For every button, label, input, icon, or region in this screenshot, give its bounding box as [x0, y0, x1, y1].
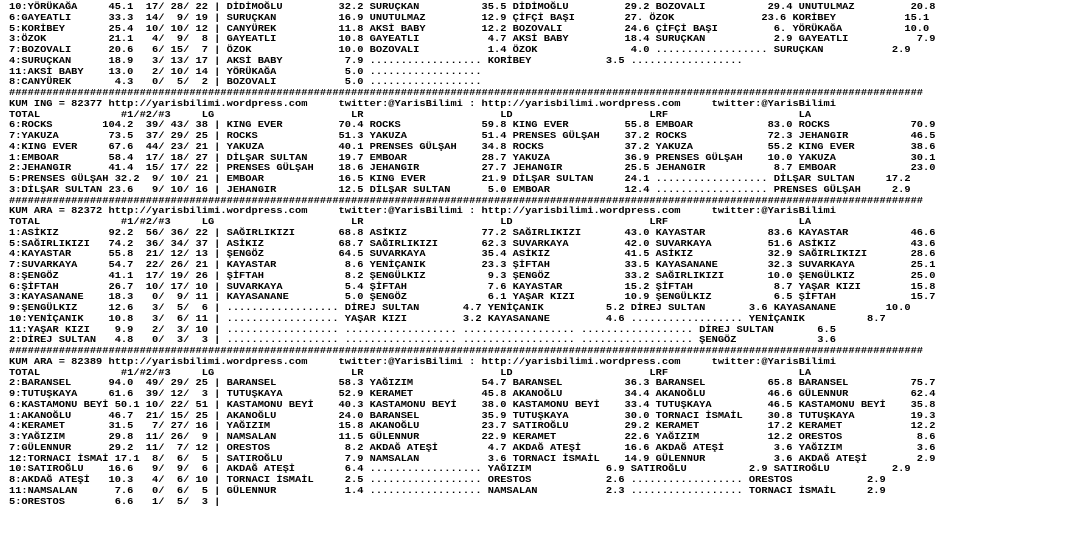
- text-line: 1:ASİKIZ 92.2 56/ 36/ 22 | SAĞIRLIKIZI 68.8 ASİKIZ 77.2 SAĞIRLIKIZI 43.0 KAYASTAR 83.6 KAYASTAR 46.6: [9, 226, 936, 238]
- text-line: 1:AKANOĞLU 46.7 21/ 15/ 25 | AKANOĞLU 24.0 BARANSEL 35.9 TUTUŞKAYA 30.0 TORNACI İSMAİL 30.8 TUTUŞKAYA 19.3: [9, 409, 936, 421]
- text-line: 7:YAKUZA 73.5 37/ 29/ 25 | ROCKS 51.3 YAKUZA 51.4 PRENSES GÜLŞAH 37.2 ROCKS 72.3 JEHANGIR 46.5: [9, 130, 936, 141]
- text-line: 4:SURUÇKAN 18.9 3/ 13/ 17 | AKSİ BABY 7.9 .................. KORİBEY 3.5 ..................: [9, 54, 743, 66]
- text-line: 5:KORİBEY 25.4 10/ 10/ 12 | CANYÜREK 11.8 AKSİ BABY 12.2 BOZOVALI 24.6 ÇİFÇİ BAŞI 6. YÖRÜKAĞA 10.0: [9, 22, 930, 34]
- text-line: 4:KING EVER 67.6 44/ 23/ 21 | YAKUZA 40.1 PRENSES GÜLŞAH 34.8 ROCKS 37.2 YAKUZA 55.2 KING EVER 38.6: [9, 140, 936, 152]
- text-line: 7:SUVARKAYA 54.7 22/ 26/ 21 | KAYASTAR 8.6 YENİÇANIK 23.3 ŞİFTAH 33.5 KAYASANANE 32.3 SUVARKAYA 25.1: [9, 259, 936, 270]
- text-line: 8:ŞENGÖZ 41.1 17/ 19/ 26 | ŞİFTAH 8.2 ŞENGÜLKIZ 9.3 ŞENGÖZ 33.2 SAĞIRLIKIZI 10.0 ŞENGÜLKIZ 25.0: [9, 269, 936, 281]
- text-line: 8:CANYÜREK 4.3 0/ 5/ 2 | BOZOVALI 5.0 ..................: [9, 76, 482, 88]
- text-line: 10:YÖRÜKAĞA 45.1 17/ 28/ 22 | DİDİMOĞLU 32.2 SURUÇKAN 35.5 DİDİMOĞLU 29.2 BOZOVALI 29.4 UNUTULMAZ 20.8: [9, 1, 936, 12]
- text-line: 3:DİLŞAR SULTAN 23.6 9/ 10/ 16 | JEHANGIR 12.5 DİLŞAR SULTAN 5.0 EMBOAR 12.4 .................. PRENSES GÜLŞAH 2.9: [9, 183, 911, 195]
- text-line: 4:KAYASTAR 55.8 21/ 12/ 13 | ŞENGÖZ 64.5 SUVARKAYA 35.4 ASİKIZ 41.5 ASİKIZ 32.9 SAĞIRLIKIZI 28.6: [9, 248, 936, 260]
- text-line: KUM ARA = 82372 http://yarisbilimi.wordpress.com twitter:@YarisBilimi : http://yarisbilimi.wordpress.com twitter:@YarisBilimi: [9, 205, 836, 217]
- text-line: 1:EMBOAR 58.4 17/ 18/ 27 | DİLŞAR SULTAN 19.7 EMBOAR 28.7 YAKUZA 36.9 PRENSES GÜLŞAH 10.0 YAKUZA 30.1: [9, 151, 936, 163]
- text-line: 6:GAYEATLI 33.3 14/ 9/ 19 | SURUÇKAN 16.9 UNUTULMAZ 12.9 ÇİFÇİ BAŞI 27. ÖZOK 23.6 KORİBEY 15.1: [9, 11, 930, 23]
- text-line: TOTAL #1/#2/#3 LG LR LD LRF LA: [9, 108, 812, 120]
- text-line: 11:YAŞAR KIZI 9.9 2/ 3/ 10 | .................. .................. .................. .................. DİREJ SULTAN 6.5: [9, 323, 836, 335]
- text-line: KUM ING = 82377 http://yarisbilimi.wordpress.com twitter:@YarisBilimi : http://yarisbilimi.wordpress.com twitter:@YarisBilimi: [9, 97, 836, 109]
- text-line: 12:TORNACI İSMAİ 17.1 8/ 6/ 5 | SATIROĞLU 7.9 NAMSALAN 3.6 TORNACI İSMAİL 14.9 GÜLENNUR 3.6 AKDAĞ ATEŞİ 2.9: [9, 452, 936, 464]
- text-line: TOTAL #1/#2/#3 LG LR LD LRF LA: [9, 216, 812, 227]
- text-line: 2:DİREJ SULTAN 4.8 0/ 3/ 3 | .................. .................. .................. .................. ŞENGÖZ 3.6: [9, 334, 836, 346]
- text-line: 3:ÖZOK 21.1 4/ 9/ 8 | GAYEATLI 10.8 GAYEATLI 4.7 AKSİ BABY 18.4 SURUÇKAN 2.9 GAYEATLI 7.9: [9, 33, 936, 45]
- text-line: 5:SAĞIRLIKIZI 74.2 36/ 34/ 37 | ASİKIZ 68.7 SAĞIRLIKIZI 62.3 SUVARKAYA 42.0 SUVARKAYA 51.6 ASİKIZ 43.6: [9, 237, 936, 249]
- text-line: 3:YAĞIZIM 29.8 11/ 26/ 9 | NAMSALAN 11.5 GÜLENNUR 22.9 KERAMET 22.6 YAĞIZIM 12.2 ORESTOS 8.6: [9, 431, 936, 442]
- text-line: 2:JEHANGIR 41.4 15/ 17/ 22 | PRENSES GÜLŞAH 18.6 JEHANGIR 27.7 JEHANGIR 25.5 JEHANGIR 8.7 EMBOAR 23.0: [9, 162, 936, 174]
- text-line: 5:PRENSES GÜLŞAH 32.2 9/ 10/ 21 | EMBOAR 16.5 KING EVER 21.9 DİLŞAR SULTAN 24.1 .................. DİLŞAR SULTAN 17.2: [9, 173, 911, 184]
- text-line: KUM ARA = 82389 http://yarisbilimi.wordpress.com twitter:@YarisBilimi : http://yarisbilimi.wordpress.com twitter:@YarisBilimi: [9, 355, 836, 367]
- text-line: ###################################################################################################################################################: [9, 194, 924, 206]
- text-line: 7:GÜLENNUR 29.2 11/ 7/ 12 | ORESTOS 8.2 AKDAĞ ATEŞİ 4.7 AKDAĞ ATEŞİ 16.6 AKDAĞ ATEŞİ 3.6 YAĞIZIM 3.6: [9, 441, 936, 453]
- text-line: 11:NAMSALAN 7.6 0/ 6/ 5 | GÜLENNUR 1.4 .................. NAMSALAN 2.3 .................. TORNACI İSMAİL 2.9: [9, 484, 886, 496]
- text-line: 11:AKSİ BABY 13.0 2/ 10/ 14 | YÖRÜKAĞA 5.0 ..................: [9, 65, 482, 77]
- text-line: 4:KERAMET 31.5 7/ 27/ 16 | YAĞIZIM 15.8 AKANOĞLU 23.7 SATIROĞLU 29.2 KERAMET 17.2 KERAMET 12.2: [9, 420, 936, 432]
- text-line: 5:ORESTOS 6.6 1/ 5/ 3 |: [9, 495, 221, 507]
- text-line: 9:ŞENGÜLKIZ 12.6 3/ 5/ 6 | .................. DİREJ SULTAN 4.7 YENİÇANIK 5.2 DİREJ SULTAN 3.6 KAYASANANE 10.0: [9, 302, 911, 313]
- text-line: ###################################################################################################################################################: [9, 87, 924, 98]
- text-line: 10:YENİÇANIK 10.8 3/ 6/ 11 | .................. YAŞAR KIZI 3.2 KAYASANANE 4.6 .................. YENİÇANIK 8.7: [9, 312, 886, 324]
- text-line: 6:ROCKS 104.2 39/ 43/ 38 | KING EVER 70.4 ROCKS 59.8 KING EVER 55.8 EMBOAR 83.0 ROCKS 70.9: [9, 119, 936, 131]
- text-line: TOTAL #1/#2/#3 LG LR LD LRF LA: [9, 366, 812, 378]
- text-line: 2:BARANSEL 94.0 49/ 29/ 25 | BARANSEL 58.3 YAĞIZIM 54.7 BARANSEL 36.3 BARANSEL 65.8 BARANSEL 75.7: [9, 377, 936, 389]
- text-line: 3:KAYASANANE 18.3 0/ 9/ 11 | KAYASANANE 5.0 ŞENGÖZ 6.1 YAŞAR KIZI 10.9 ŞENGÜLKIZ 6.5 ŞİFTAH 15.7: [9, 291, 936, 303]
- text-line: 7:BOZOVALI 20.6 6/ 15/ 7 | ÖZOK 10.0 BOZOVALI 1.4 ÖZOK 4.0 .................. SURUÇKAN 2.9: [9, 44, 911, 55]
- text-line: 6:ŞİFTAH 26.7 10/ 17/ 10 | SUVARKAYA 5.4 ŞİFTAH 7.6 KAYASTAR 15.2 ŞİFTAH 8.7 YAŞAR KIZI 15.8: [9, 280, 936, 292]
- text-line: 8:AKDAĞ ATEŞİ 10.3 4/ 6/ 10 | TORNACI İSMAİL 2.5 .................. ORESTOS 2.6 .................. ORESTOS 2.9: [9, 474, 886, 485]
- text-line: 6:KASTAMONU BEYİ 50.1 10/ 22/ 51 | KASTAMONU BEYİ 40.3 KASTAMONU BEYİ 38.0 KASTAMONU BEYİ 33.4 TUTUŞKAYA 46.5 KASTAMONU BEYİ 35.8: [9, 398, 936, 410]
- text-line: 10:SATIROĞLU 16.6 9/ 9/ 6 | AKDAĞ ATEŞİ 6.4 .................. YAĞIZIM 6.9 SATIROĞLU 2.9 SATIROĞLU 2.9: [9, 463, 911, 475]
- text-line: ###################################################################################################################################################: [9, 345, 924, 356]
- text-line: 9:TUTUŞKAYA 61.6 39/ 12/ 3 | TUTUŞKAYA 52.9 KERAMET 45.8 AKANOĞLU 34.4 AKANOĞLU 46.6 GÜLENNUR 62.4: [9, 388, 936, 399]
